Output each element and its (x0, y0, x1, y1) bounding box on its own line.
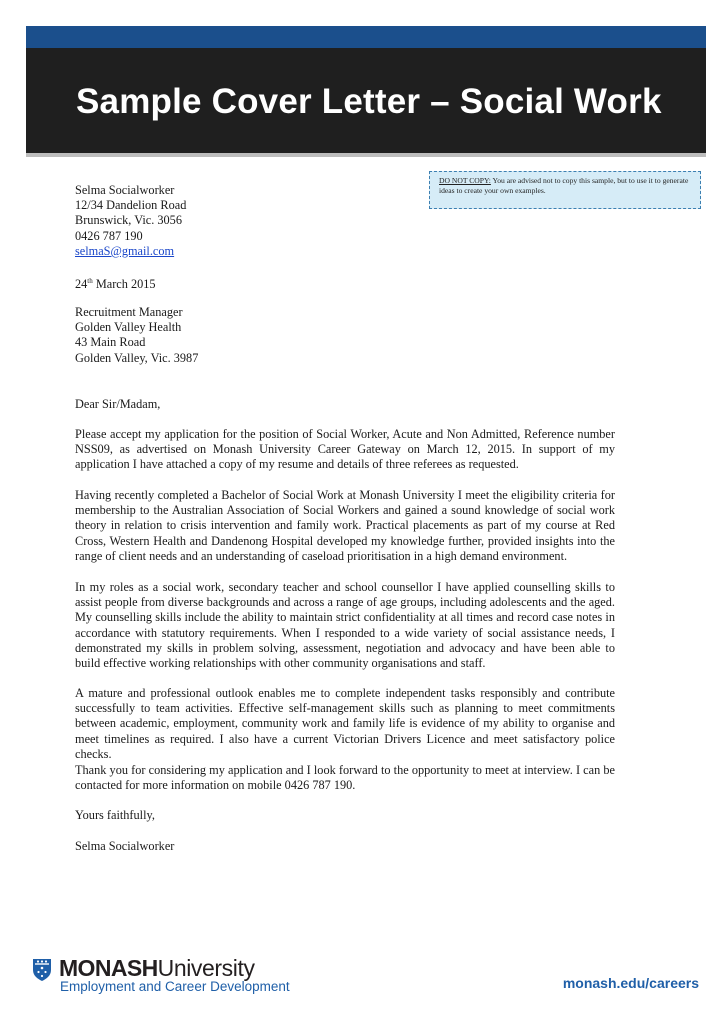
salutation-text: Dear Sir/Madam, (75, 397, 161, 411)
closing-text: Yours faithfully, (75, 808, 155, 822)
recipient-address-line-2: Golden Valley, Vic. 3987 (75, 350, 199, 365)
recipient-title: Recruitment Manager (75, 305, 183, 319)
salutation (75, 397, 160, 412)
date-rest: March 2015 (92, 277, 156, 292)
logo-brand: MONASH (59, 955, 158, 981)
sender-address-line-2: Brunswick, Vic. 3056 (75, 213, 182, 228)
sender-email-link[interactable]: selmaS@gmail.com (75, 243, 175, 258)
sender-block (75, 183, 186, 259)
notice-text: You are advised not to copy this sample, but to use it to generate ideas to create your own examples. (439, 176, 689, 195)
recipient-block (75, 305, 198, 366)
monash-shield-icon (32, 958, 52, 982)
do-not-copy-notice (429, 171, 701, 209)
letter-paragraph-2: Having recently completed a Bachelor of Social Work at Monash University I meet the eligibility criteria for membership to the Australian Association of Social Workers and gained a sound knowledge of social work theory in relation to crisis intervention and family work. Practical placements as part of my course at Red Cross, Western Health and Dandenong Hospital developed my knowledge further, provided insights into the range of client needs and an understanding of caseload prioritisation in a high demand environment. (75, 488, 615, 563)
header-shadow (26, 153, 706, 157)
letter-paragraph-5: Thank you for considering my application and I look forward to the opportunity to meet at interview. I can be contacted for more information on mobile 0426 787 190. (75, 763, 615, 793)
letter-date (75, 274, 156, 292)
monash-logo (32, 953, 292, 998)
recipient-address-line-1: 43 Main Road (75, 335, 146, 350)
recipient-org: Golden Valley Health (75, 320, 182, 335)
sender-address-line-1: 12/34 Dandelion Road (75, 198, 187, 213)
date-day: 24 (75, 277, 88, 292)
notice-label: DO NOT COPY: (439, 176, 491, 185)
header-accent-strip (26, 26, 706, 48)
date-suffix: th (87, 277, 93, 285)
logo-wordmark (59, 954, 255, 982)
logo-department: Employment and Career Development (60, 979, 290, 994)
careers-website-link[interactable]: monash.edu/careers (562, 975, 699, 991)
signature-text: Selma Socialworker (75, 839, 175, 853)
letter-paragraph-4: A mature and professional outlook enables me to complete independent tasks responsibly and contribute successfully to team activities. Effective self-management skills such as planning to meet commitments between academic, employment, community work and family life is evidence of my ability to organise and meet timelines as required. I also have a current Victorian Drivers Licence and meet satisfactory police checks. (75, 686, 615, 761)
sender-phone: 0426 787 190 (75, 228, 143, 243)
closing (75, 808, 155, 823)
page-title: Sample Cover Letter – Social Work (76, 82, 662, 121)
sender-name: Selma Socialworker (75, 183, 175, 197)
logo-brand-university: University (157, 955, 255, 981)
signature (75, 839, 174, 854)
letter-paragraph-3: In my roles as a social work, secondary teacher and school counsellor I have applied counselling skills to assist people from diverse backgrounds and across a range of age groups, including adolescents and the aged. My counselling skills include the ability to maintain strict confidentiality at all times and record case notes in accordance with statutory requirements. When I responded to a wide variety of social assistance needs, I demonstrated my skills in problem solving, assessment, negotiation and advocacy and have been able to build effective working relationships with other community organisations and staff. (75, 580, 615, 671)
letter-paragraph-1: Please accept my application for the position of Social Worker, Acute and Non Admitted, Reference number NSS09, as advertised on Monash University Career Gateway on March 12, 2015. In support of my application I have attached a copy of my resume and details of three referees as requested. (75, 427, 615, 472)
